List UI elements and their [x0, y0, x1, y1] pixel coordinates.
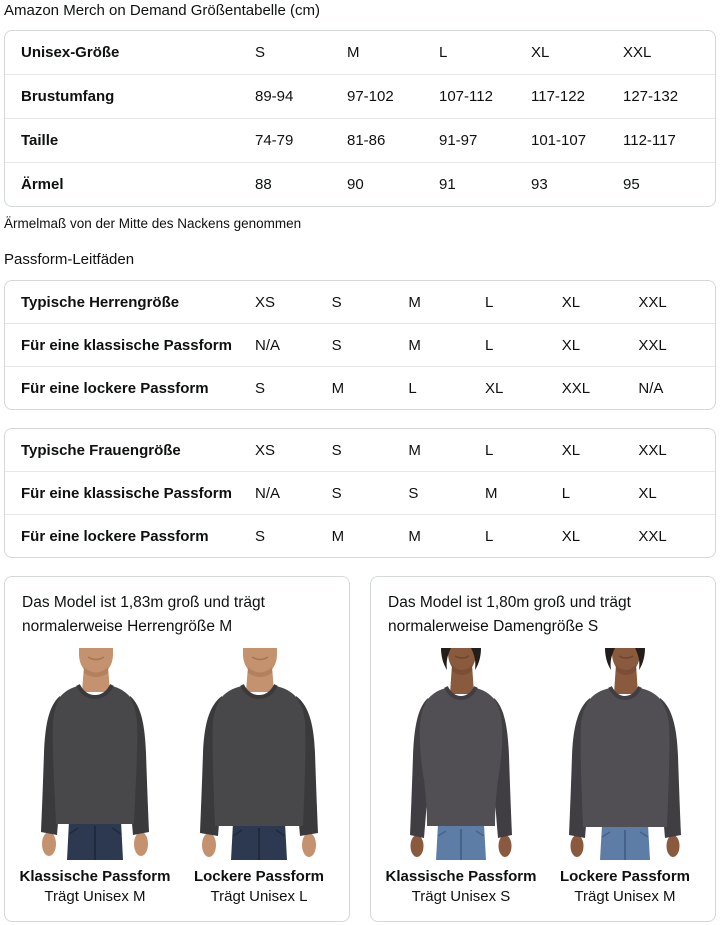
table-cell: XXL — [638, 336, 667, 354]
table-cell: 81-86 — [347, 132, 386, 149]
table-row-chest — [5, 74, 715, 118]
table-cell: XL — [485, 379, 504, 397]
table-header-row — [5, 31, 715, 74]
table-cell: 107-112 — [439, 88, 493, 105]
sleeve-measure-note: Ärmelmaß von der Mitte des Nackens genommen — [4, 216, 302, 231]
women-model-card — [370, 576, 716, 922]
male-model-loose-fit-photo — [184, 648, 334, 860]
table-row-women-classic-fit — [5, 471, 715, 514]
row-label: Taille — [21, 132, 59, 149]
men-fit-guide-table — [4, 280, 716, 410]
table-cell: S — [255, 379, 266, 397]
women-loose-fit-column — [549, 648, 701, 905]
table-cell: L — [485, 527, 494, 545]
model-cards — [4, 576, 716, 922]
male-model-classic-fit-photo — [20, 648, 170, 860]
table-cell: 112-117 — [623, 132, 676, 149]
women-figures — [385, 648, 701, 905]
table-cell: M — [408, 336, 421, 354]
column-header-label: Unisex-Größe — [21, 44, 120, 61]
table-cell: XL — [561, 527, 581, 545]
table-cell: XXL — [638, 293, 667, 311]
row-label: Brustumfang — [21, 88, 115, 105]
men-figures — [19, 648, 335, 905]
table-cell: M — [408, 441, 421, 459]
size-header: XL — [531, 44, 550, 61]
table-cell: N/A — [638, 379, 664, 397]
row-label: Typische Frauengröße — [21, 441, 181, 459]
table-cell: 90 — [347, 176, 364, 193]
table-cell: XXL — [638, 441, 667, 459]
table-cell: XS — [255, 441, 276, 459]
table-cell: 117-122 — [531, 88, 585, 105]
men-classic-fit-column — [19, 648, 171, 905]
table-cell: XS — [255, 293, 276, 311]
table-cell: L — [561, 484, 571, 502]
female-model-loose-fit-photo — [550, 648, 700, 860]
table-cell: XL — [561, 336, 581, 354]
fit-guides-title: Passform-Leitfäden — [4, 251, 135, 268]
table-cell: XL — [638, 484, 657, 502]
table-row-waist — [5, 118, 715, 162]
table-cell: S — [331, 293, 342, 311]
men-loose-fit-column — [183, 648, 335, 905]
table-row-typical-men-size — [5, 281, 715, 323]
row-label: Für eine klassische Passform — [21, 484, 232, 502]
table-cell: 127-132 — [623, 88, 679, 105]
men-model-heading: Das Model ist 1,83m groß und trägt normalerweise Herrengröße M — [22, 594, 265, 636]
table-cell: S — [255, 527, 266, 545]
fit-caption: Lockere Passform — [559, 868, 691, 886]
page-title: Amazon Merch on Demand Größentabelle (cm) — [4, 2, 320, 19]
table-cell: 95 — [623, 176, 640, 193]
table-row-men-loose-fit — [5, 366, 715, 409]
table-cell: M — [331, 379, 345, 397]
unisex-size-table — [4, 30, 716, 207]
table-cell: 91 — [439, 176, 456, 193]
table-cell: S — [408, 484, 419, 502]
table-cell: S — [331, 336, 342, 354]
table-cell: XL — [561, 441, 581, 459]
table-row-women-loose-fit — [5, 514, 715, 557]
row-label: Ärmel — [21, 176, 64, 193]
table-cell: 91-97 — [439, 132, 478, 149]
female-model-classic-fit-photo — [386, 648, 536, 860]
table-cell: S — [331, 441, 342, 459]
size-caption: Trägt Unisex M — [574, 888, 676, 906]
table-row-typical-women-size — [5, 429, 715, 471]
women-model-heading: Das Model ist 1,80m groß und trägt normalerweise Damengröße S — [388, 594, 631, 636]
table-cell: 74-79 — [255, 132, 294, 149]
row-label: Für eine lockere Passform — [21, 527, 209, 545]
fit-caption: Klassische Passform — [385, 868, 537, 886]
women-fit-guide-table — [4, 428, 716, 558]
row-label: Für eine klassische Passform — [21, 336, 232, 354]
size-caption: Trägt Unisex L — [210, 888, 308, 906]
table-cell: 101-107 — [531, 132, 587, 149]
size-header: S — [255, 44, 266, 61]
table-cell: L — [408, 379, 417, 397]
table-cell: L — [485, 441, 494, 459]
table-cell: N/A — [255, 484, 281, 502]
table-cell: XL — [561, 293, 581, 311]
fit-caption: Lockere Passform — [193, 868, 325, 886]
men-model-card — [4, 576, 350, 922]
table-cell: 88 — [255, 176, 272, 193]
table-cell: L — [485, 336, 494, 354]
table-cell: 97-102 — [347, 88, 394, 105]
size-caption: Trägt Unisex S — [411, 888, 511, 906]
table-cell: M — [331, 527, 345, 545]
table-cell: 89-94 — [255, 88, 294, 105]
table-row-men-classic-fit — [5, 323, 715, 366]
size-header: L — [439, 44, 448, 61]
table-cell: XXL — [561, 379, 591, 397]
table-cell: M — [408, 527, 421, 545]
size-caption: Trägt Unisex M — [44, 888, 146, 906]
table-row-sleeve — [5, 162, 715, 206]
women-classic-fit-column — [385, 648, 537, 905]
table-cell: 93 — [531, 176, 548, 193]
table-cell: L — [485, 293, 494, 311]
table-cell: N/A — [255, 336, 281, 354]
row-label: Typische Herrengröße — [21, 293, 180, 311]
row-label: Für eine lockere Passform — [21, 379, 209, 397]
table-cell: M — [408, 293, 421, 311]
size-header: M — [347, 44, 360, 61]
size-header: XXL — [623, 44, 652, 61]
fit-caption: Klassische Passform — [19, 868, 171, 886]
table-cell: S — [331, 484, 342, 502]
table-cell: XXL — [638, 527, 667, 545]
table-cell: M — [485, 484, 498, 502]
